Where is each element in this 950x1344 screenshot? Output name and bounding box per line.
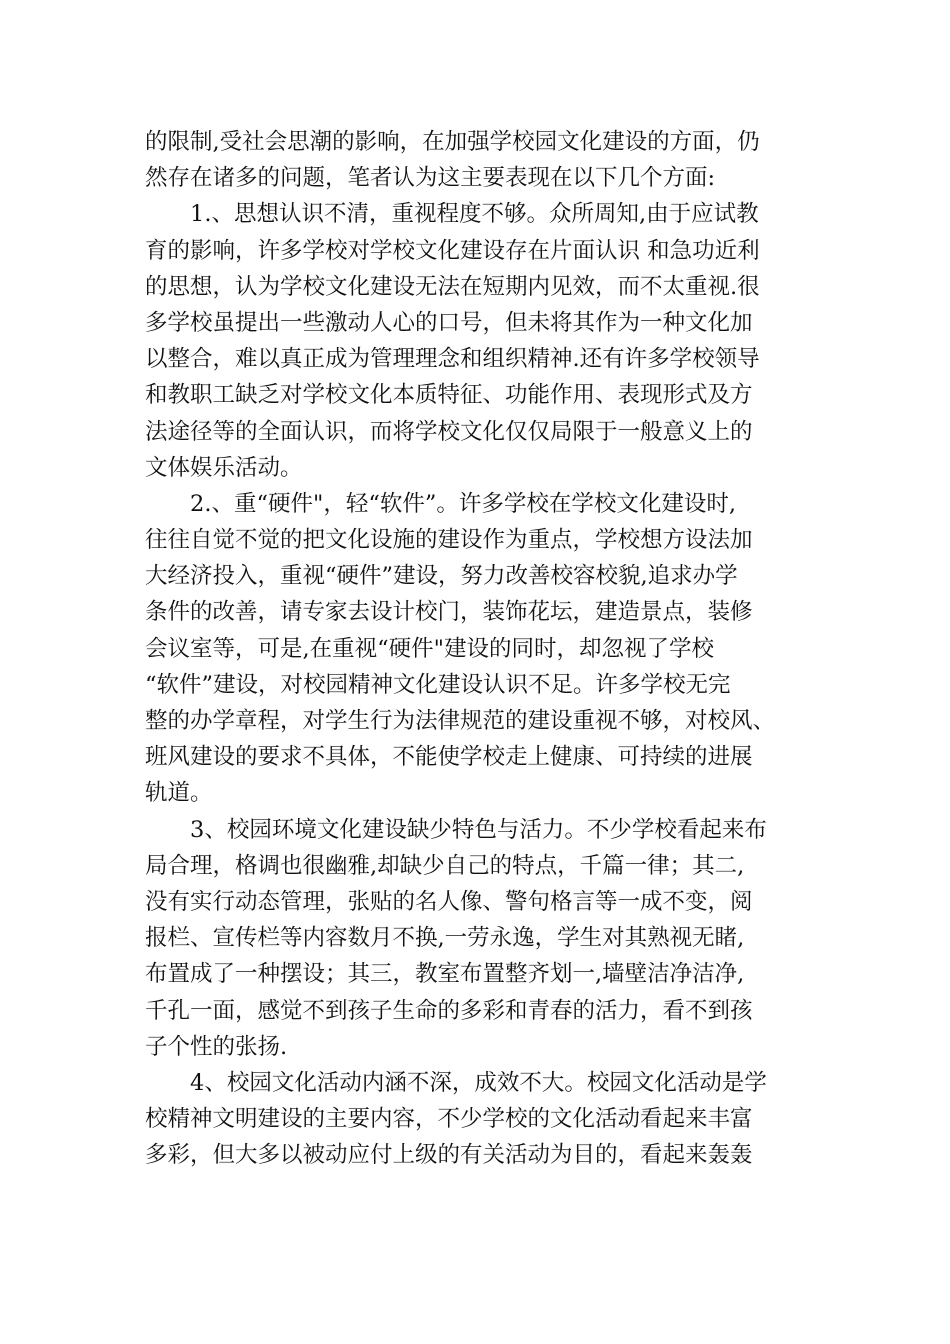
text-line: 大经济投入，重视“硬件”建设，努力改善校容校貌,追求办学 [145,563,738,590]
text-line: 以整合，难以真正成为管理理念和组织精神.还有许多学校领导 [145,346,760,373]
text-line: 整的办学章程，对学生行为法律规范的建设重视不够，对校风、 [145,708,776,734]
text-line: 然存在诸多的问题，笔者认为这主要表现在以下几个方面: [145,165,716,192]
text-line: 局合理，格调也很幽雅,却缺少自己的特点，千篇一律；其二, [145,852,745,879]
text-line: 轨道。 [145,780,213,807]
paragraph-first-line: 2.、重“硬件"，轻“软件”。许多学校在学校文化建设时, [190,490,736,517]
text-line: 子个性的张扬. [145,1033,288,1060]
text-line: 千孔一面，感觉不到孩子生命的多彩和青春的活力，看不到孩 [145,997,753,1024]
text-line: 条件的改善，请专家去设计校门，装饰花坛，建造景点，装修 [145,599,753,626]
text-line: 和教职工缺乏对学校文化本质特征、功能作用、表现形式及方 [145,382,753,409]
text-line: 育的影响，许多学校对学校文化建设存在片面认识 和急功近利 [145,237,760,264]
text-line: 多彩，但大多以被动应付上级的有关活动为目的，看起来轰轰 [145,1142,753,1169]
text-line: “软件”建设，对校园精神文化建设认识不足。许多学校无完 [145,671,731,698]
paragraph-first-line: 3、校园环境文化建设缺少特色与活力。不少学校看起来布 [190,816,767,843]
paragraph-first-line: 4、校园文化活动内涵不深，成效不大。校园文化活动是学 [190,1069,767,1096]
text-line: 法途径等的全面认识，而将学校文化仅仅局限于一般意义上的 [145,418,753,445]
text-line: 的限制,受社会思潮的影响，在加强学校园文化建设的方面，仍 [145,129,760,155]
text-line: 布置成了一种摆设；其三，教室布置整齐划一,墙壁洁净洁净, [145,961,745,988]
text-line: 会议室等，可是,在重视“硬件"建设的同时，却忽视了学校 [145,635,715,662]
document-body [145,124,815,1173]
text-line: 文体娱乐活动。 [145,454,303,481]
text-line: 班风建设的要求不具体，不能使学校走上健康、可持续的进展 [145,744,753,771]
text-line: 校精神文明建设的主要内容，不少学校的文化活动看起来丰富 [145,1106,753,1133]
paragraph-first-line: 1.、思想认识不清，重视程度不够。众所周知,由于应试教 [190,201,759,228]
text-line: 的思想，认为学校文化建设无法在短期内见效，而不太重视.很 [145,273,760,300]
text-line: 没有实行动态管理，张贴的名人像、警句格言等一成不变，阅 [145,888,753,915]
text-line: 报栏、宣传栏等内容数月不换,一劳永逸，学生对其熟视无睹, [145,925,745,952]
text-line: 多学校虽提出一些激动人心的口号，但未将其作为一种文化加 [145,309,753,336]
text-line: 往往自觉不觉的把文化设施的建设作为重点，学校想方设法加 [145,527,753,554]
